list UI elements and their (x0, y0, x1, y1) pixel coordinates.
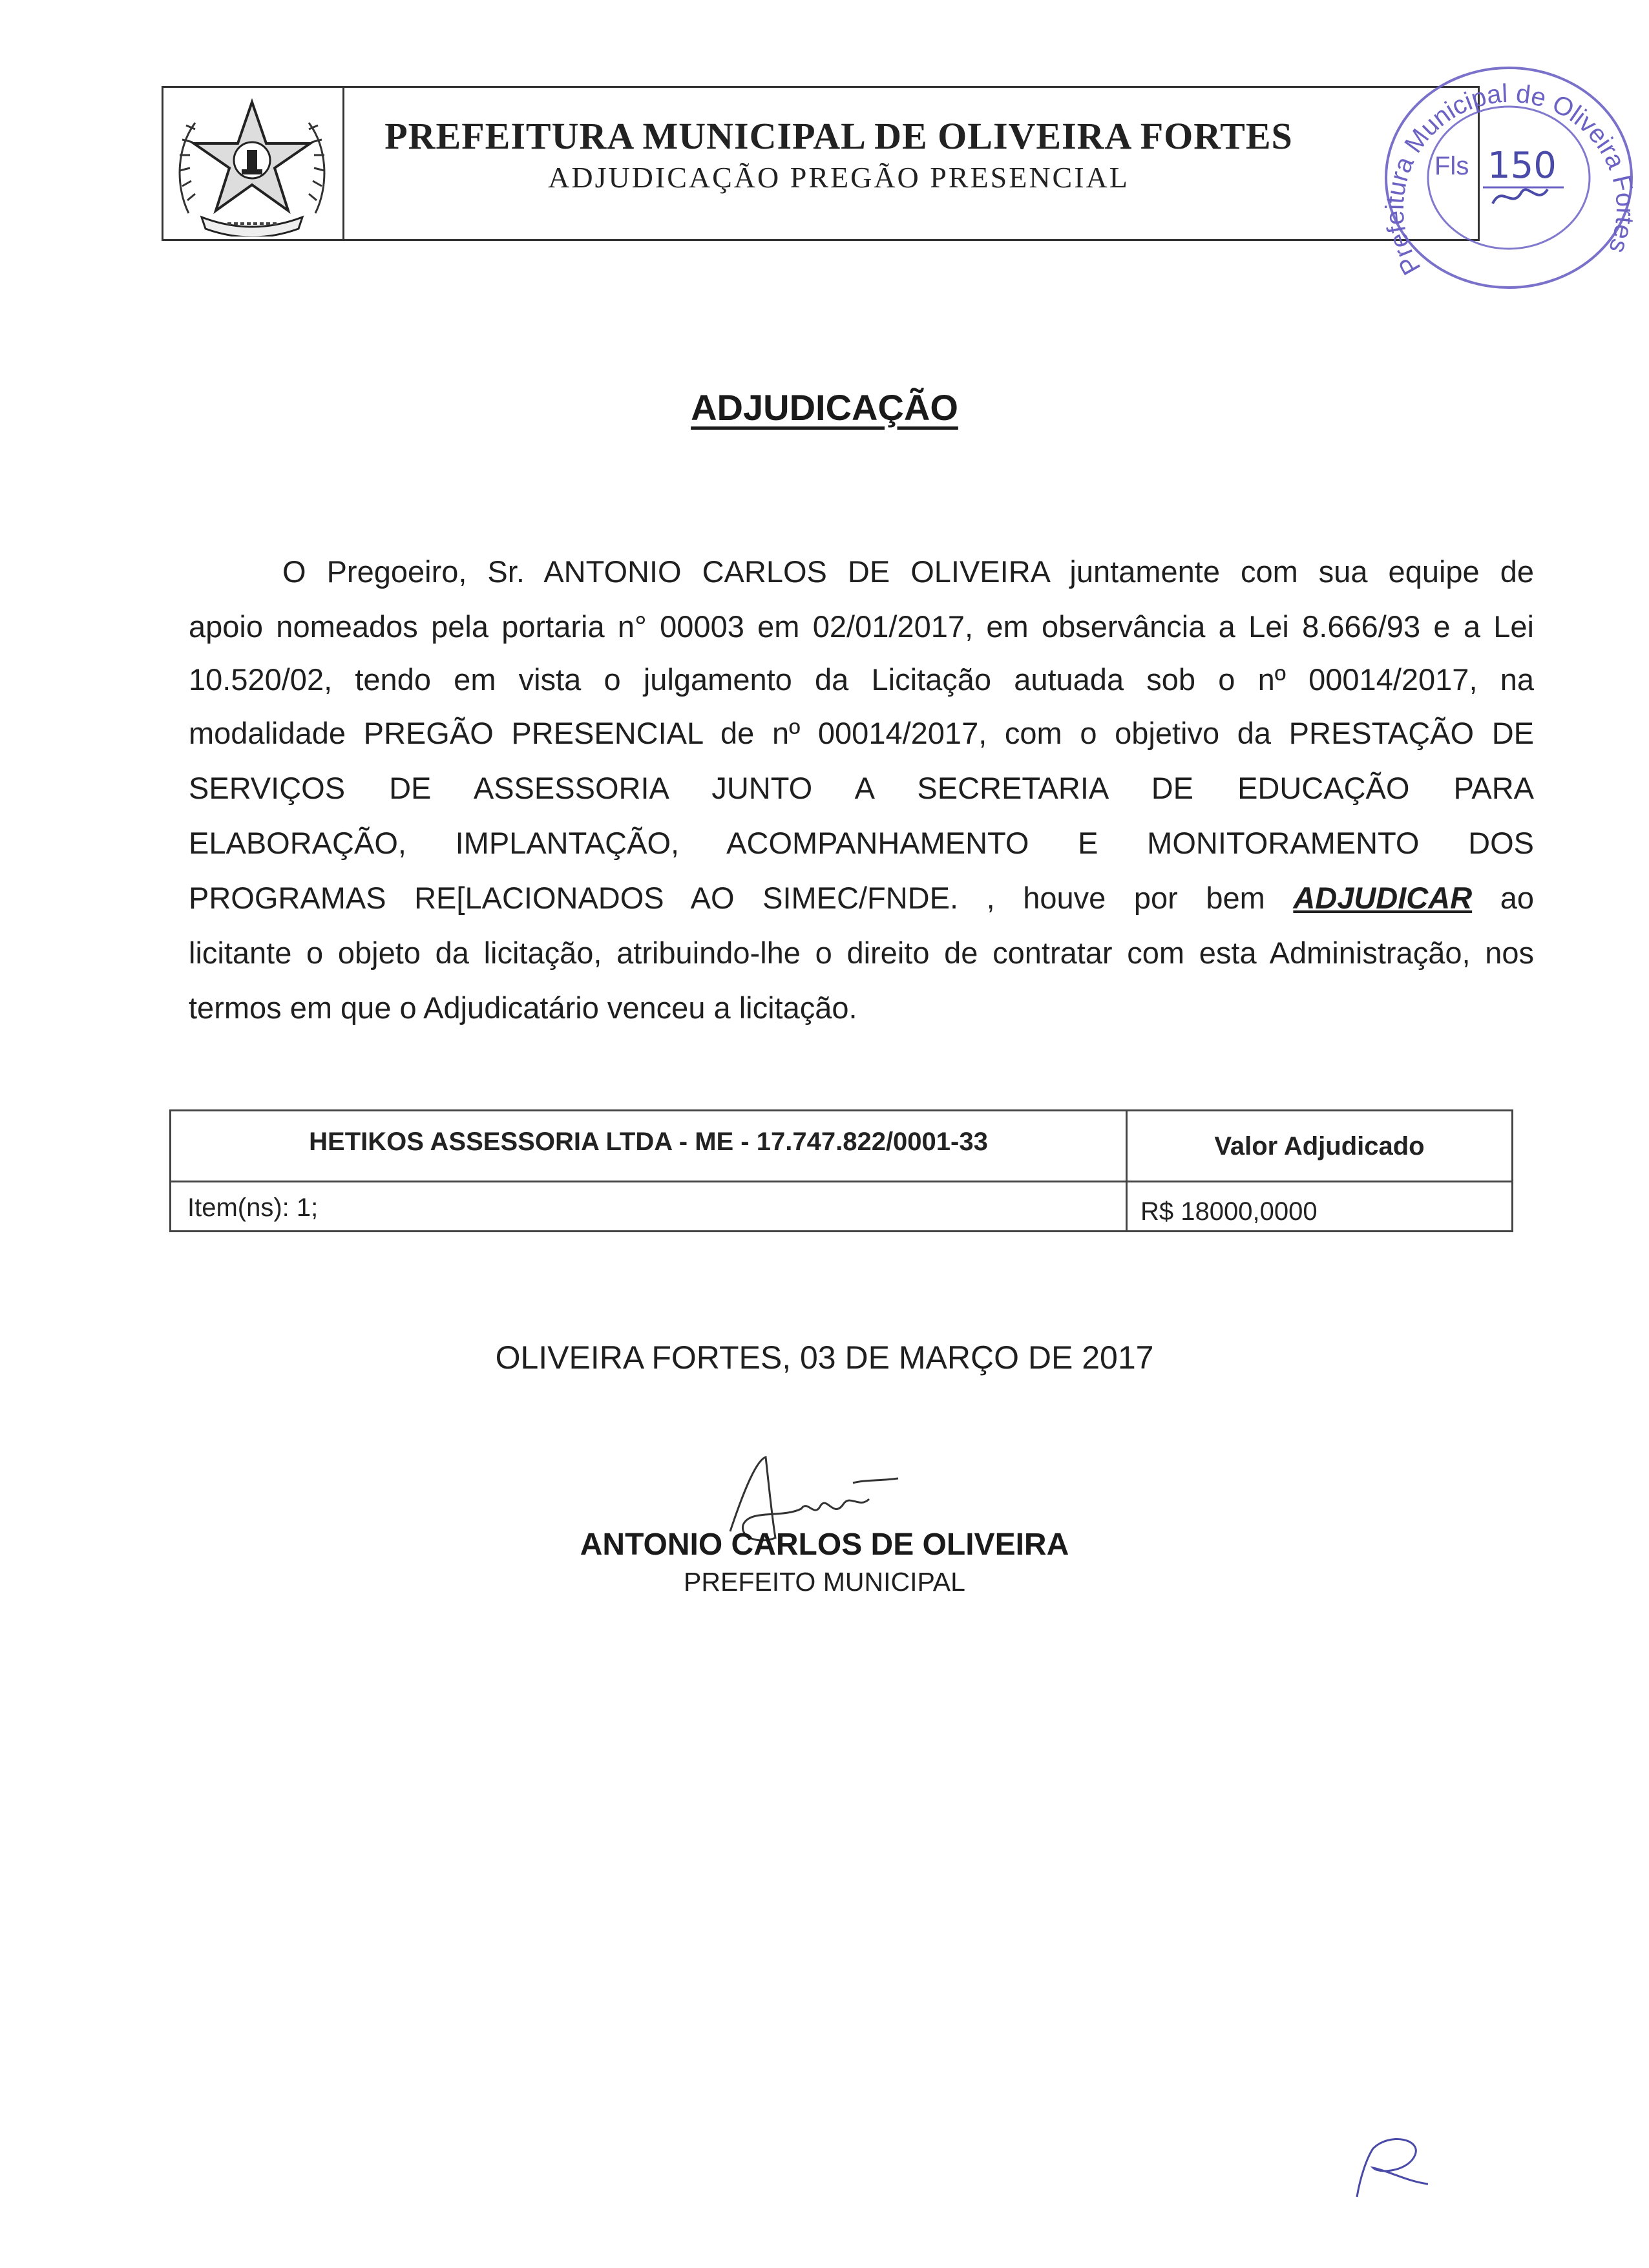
document-title: ADJUDICAÇÃO (691, 387, 958, 428)
stamp-page-number: 150 (1487, 145, 1557, 187)
municipal-coat-of-arms-icon (169, 90, 335, 236)
body-line-7-start: PROGRAMAS RE[LACIONADOS AO SIMEC/FNDE. , houve por bem (189, 881, 1294, 915)
body-line-4: modalidade PREGÃO PRESENCIAL de nº 00014/2017, com o objetivo da PRESTAÇÃO DE (189, 716, 1534, 750)
date-line: OLIVEIRA FORTES, 03 DE MARÇO DE 2017 (495, 1339, 1154, 1376)
header-title: PREFEITURA MUNICIPAL DE OLIVEIRA FORTES (384, 115, 1293, 157)
protocol-stamp (1370, 55, 1641, 300)
body-line-5: SERVIÇOS DE ASSESSORIA JUNTO A SECRETARIA DE EDUCAÇÃO PARA (189, 771, 1534, 805)
body-line-7-end: ao (1472, 881, 1534, 915)
body-line-2: apoio nomeados pela portaria n° 00003 em 02/01/2017, em observância a Lei 8.666/93 e a Lei (189, 609, 1534, 644)
body-line-9: termos em que o Adjudicatário venceu a licitação. (189, 991, 857, 1025)
stamp-fls-label: Fls (1434, 152, 1469, 180)
signer-role: PREFEITO MUNICIPAL (684, 1567, 965, 1597)
body-line-1: O Pregoeiro, Sr. ANTONIO CARLOS DE OLIVEIRA juntamente com sua equipe de (282, 554, 1534, 589)
table-header-company: HETIKOS ASSESSORIA LTDA - ME - 17.747.822/0001-33 (309, 1128, 988, 1156)
header-subtitle: ADJUDICAÇÃO PREGÃO PRESENCIAL (548, 161, 1129, 194)
table-column-divider (1126, 1109, 1128, 1232)
stamp-text: Prefeitura Municipal de Oliveira Fortes (1380, 79, 1640, 280)
signer-name: ANTONIO CARLOS DE OLIVEIRA (580, 1528, 1069, 1562)
stamp-initials-icon (1493, 189, 1548, 204)
body-line-8: licitante o objeto da licitação, atribuindo-lhe o direito de contratar com esta Administração, nos (189, 936, 1534, 970)
handwritten-initials-icon (1344, 2132, 1441, 2203)
table-header-value: Valor Adjudicado (1214, 1132, 1425, 1160)
body-line-3: 10.520/02, tendo em vista o julgamento da Licitação autuada sob o nº 00014/2017, na (189, 662, 1534, 697)
table-row-divider (169, 1181, 1513, 1182)
body-line-6: ELABORAÇÃO, IMPLANTAÇÃO, ACOMPANHAMENTO E MONITORAMENTO DOS (189, 826, 1534, 860)
table-cell-items: Item(ns): 1; (187, 1193, 319, 1222)
adjudicar-emphasis: ADJUDICAR (1293, 881, 1473, 915)
table-cell-value: R$ 18000,0000 (1140, 1197, 1318, 1226)
body-line-7 (189, 879, 1534, 918)
